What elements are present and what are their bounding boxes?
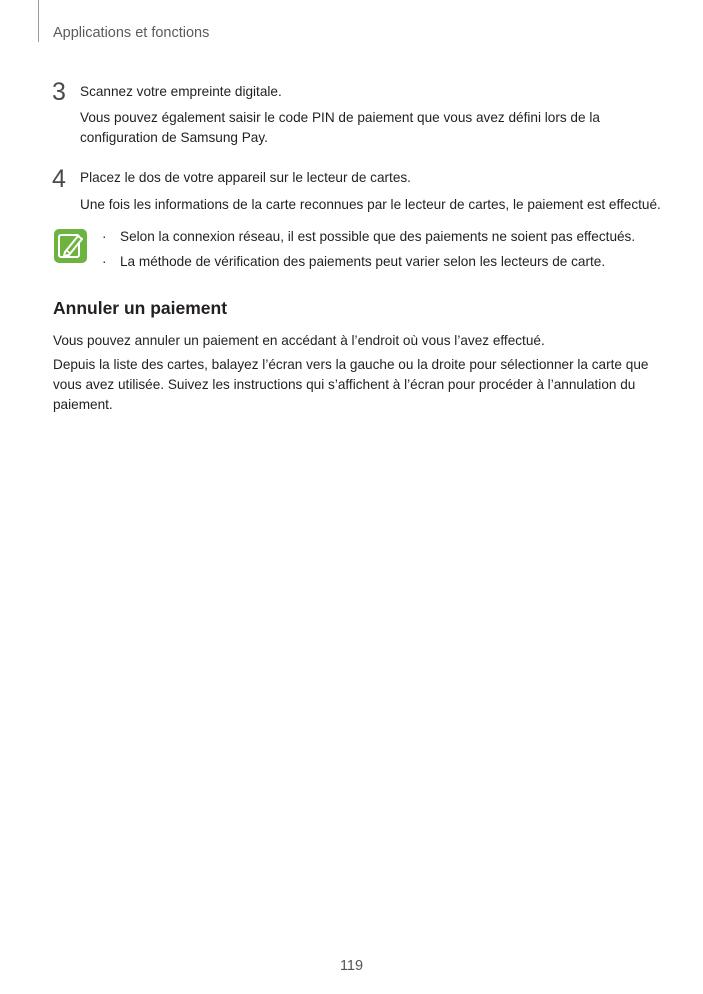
bullet-dot: ·	[102, 254, 107, 269]
bullet-dot: ·	[102, 229, 107, 244]
note-bullet-text: Selon la connexion réseau, il est possible que des paiements ne soient pas effectués.	[120, 229, 636, 244]
step-text: Vous pouvez également saisir le code PIN de paiement que vous avez défini lors de la	[80, 110, 600, 125]
step-number: 4	[52, 165, 66, 193]
section-paragraph: vous avez utilisée. Suivez les instructions qui s’affichent à l’écran pour procéder à l’annulation du	[53, 377, 636, 392]
step-number: 3	[52, 78, 66, 106]
note-pencil-icon	[53, 228, 88, 264]
section-paragraph: paiement.	[53, 397, 113, 412]
step-text: Scannez votre empreinte digitale.	[80, 84, 282, 99]
note-bullet	[102, 252, 605, 272]
page-number: 119	[339, 958, 364, 974]
section-title: Annuler un paiement	[53, 298, 228, 318]
note-bullet	[102, 227, 635, 247]
step-text: configuration de Samsung Pay.	[80, 130, 268, 145]
section-paragraph: Vous pouvez annuler un paiement en accédant à l’endroit où vous l’avez effectué.	[53, 333, 545, 348]
step-text: Placez le dos de votre appareil sur le lecteur de cartes.	[80, 170, 411, 185]
page-header: Applications et fonctions	[53, 25, 210, 41]
step-text: Une fois les informations de la carte reconnues par le lecteur de cartes, le paiement est effectué.	[80, 197, 661, 212]
note-bullet-text: La méthode de vérification des paiements peut varier selon les lecteurs de carte.	[120, 254, 606, 269]
page-edge-divider	[38, 0, 39, 42]
section-paragraph: Depuis la liste des cartes, balayez l’écran vers la gauche ou la droite pour sélectionner la carte que	[53, 357, 649, 372]
